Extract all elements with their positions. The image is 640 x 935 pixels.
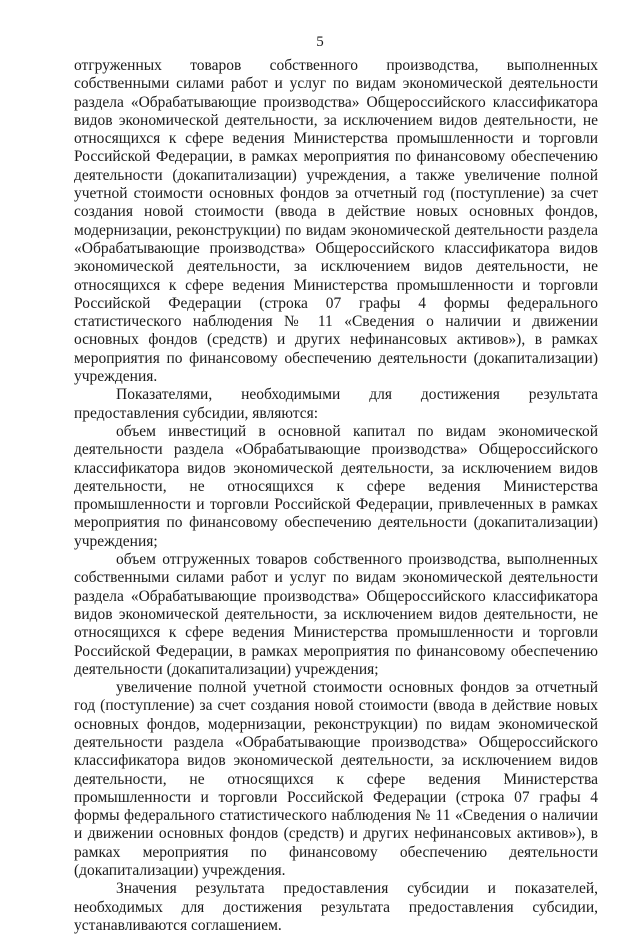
paragraph-indicator-fixed-assets: увеличение полной учетной стоимости основных фондов за отчетный год (поступление) за счет создания новой стоимости (ввода в действие новых основных фондов, модернизации, реконструкции) по видам экономической деятельности раздела «Обрабатывающие производства» Общероссийского классификатора видов экономической деятельности, за исключением видов деятельности, не относящихся к сфере ведения Министерства промышленности и торговли Российской Федерации (строка 07 графы 4 формы федерального статистического наблюдения № 11 «Сведения о наличии и движении основных фондов (средств) и других нефинансовых активов»), в рамках мероприятия по финансовому обеспечению деятельности (докапитализации) учреждения.	[74, 679, 598, 880]
paragraph-indicators-intro: Показателями, необходимыми для достижения результата предоставления субсидии, являются:	[74, 386, 598, 422]
paragraph-continuation: отгруженных товаров собственного производства, выполненных собственными силами работ и услуг по видам экономической деятельности раздела «Обрабатывающие производства» Общероссийского классификатора видов экономической деятельности, за исключением видов деятельности, не относящихся к сфере ведения Министерства промышленности и торговли Российской Федерации, в рамках мероприятия по финансовому обеспечению деятельности (докапитализации) учреждения, а также увеличение полной учетной стоимости основных фондов за отчетный год (поступление) за счет создания новой стоимости (ввода в действие новых основных фондов, модернизации, реконструкции) по видам экономической деятельности раздела «Обрабатывающие производства» Общероссийского классификатора видов экономической деятельности, за исключением видов деятельности, не относящихся к сфере ведения Министерства промышленности и торговли Российской Федерации (строка 07 графы 4 формы федерального статистического наблюдения № 11 «Сведения о наличии и движении основных фондов (средств) и других нефинансовых активов»), в рамках мероприятия по финансовому обеспечению деятельности (докапитализации) учреждения.	[74, 57, 598, 386]
document-body	[74, 57, 598, 935]
page-number: 5	[316, 34, 324, 50]
paragraph-indicator-investments: объем инвестиций в основной капитал по видам экономической деятельности раздела «Обрабатывающие производства» Общероссийского классификатора видов экономической деятельности, за исключением видов деятельности, не относящихся к сфере ведения Министерства промышленности и торговли Российской Федерации, привлеченных в рамках мероприятия по финансовому обеспечению деятельности (докапитализации) учреждения;	[74, 422, 598, 550]
paragraph-indicator-shipped-goods: объем отгруженных товаров собственного производства, выполненных собственными силами работ и услуг по видам экономической деятельности раздела «Обрабатывающие производства» Общероссийского классификатора видов экономической деятельности, за исключением видов деятельности, не относящихся к сфере ведения Министерства промышленности и торговли Российской Федерации, в рамках мероприятия по финансовому обеспечению деятельности (докапитализации) учреждения;	[74, 551, 598, 678]
paragraph-values-agreement: Значения результата предоставления субсидии и показателей, необходимых для достижения результата предоставления субсидии, устанавливаются соглашением.	[74, 880, 598, 934]
